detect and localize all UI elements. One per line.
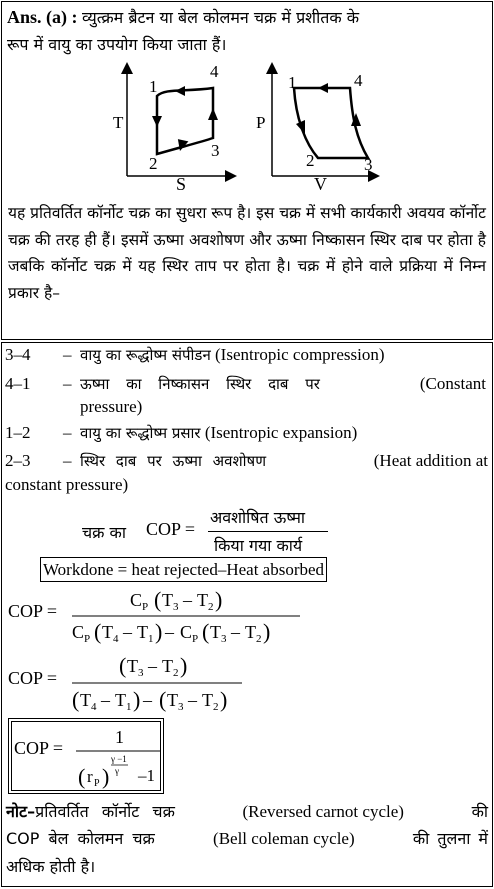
- step-description: वायु का रूद्धोष्म प्रसार (Isentropic expansion): [80, 423, 358, 442]
- svg-text:): ): [263, 619, 271, 644]
- pv-arrow-41: [318, 83, 328, 93]
- svg-text:(: (: [202, 619, 210, 644]
- answer-intro-text: व्युत्क्रम ब्रैटन या बेल कोलमन चक्र में प्रशीतक के: [82, 8, 359, 27]
- svg-text:T: T: [162, 656, 173, 676]
- svg-text:(: (: [119, 653, 127, 678]
- ts-point-3: 3: [211, 141, 220, 160]
- note-label: नोट–: [6, 802, 36, 821]
- svg-text:4: 4: [113, 633, 119, 645]
- svg-text:3: 3: [178, 701, 184, 713]
- svg-text:T: T: [197, 590, 208, 610]
- svg-text:2: 2: [213, 701, 219, 713]
- svg-text:T: T: [115, 690, 126, 710]
- step-description: स्थिर दाब पर ऊष्मा अवशोषण (Heat addition at: [80, 451, 488, 470]
- svg-text:T: T: [167, 690, 178, 710]
- svg-text:): ): [215, 587, 223, 612]
- cop-definition-numerator: अवशोषित ऊष्मा: [210, 508, 306, 527]
- fraction-bar: [208, 531, 328, 532]
- note-line3: अधिक होती है।: [6, 857, 96, 876]
- answer-label: Ans. (a) :: [7, 7, 78, 27]
- cop-definition-lhs: COP =: [146, 519, 195, 539]
- pv-point-3: 3: [364, 155, 373, 174]
- eq1-lhs: COP =: [8, 601, 57, 621]
- pv-arrow-12: [296, 120, 305, 134]
- svg-text:T: T: [127, 656, 138, 676]
- svg-text:T: T: [202, 690, 213, 710]
- svg-text:P: P: [142, 601, 149, 613]
- svg-text:C: C: [72, 622, 85, 642]
- svg-text:T: T: [210, 622, 221, 642]
- svg-text:(: (: [159, 687, 167, 712]
- ts-arrow-34: [208, 108, 218, 120]
- eq2-fraction: [68, 650, 248, 714]
- svg-text:3: 3: [221, 633, 227, 645]
- svg-text:): ): [133, 687, 141, 712]
- svg-text:(: (: [154, 587, 162, 612]
- step-description: वायु का रूद्धोष्म संपीडन (Isentropic compression): [80, 345, 385, 364]
- step-number: 1–2: [5, 423, 31, 442]
- svg-text:T: T: [80, 690, 91, 710]
- eq1-fraction: [68, 584, 304, 646]
- ts-point-4: 4: [210, 62, 219, 81]
- svg-text:P: P: [192, 633, 199, 645]
- svg-text:–: –: [188, 690, 197, 710]
- step-dash: –: [63, 374, 72, 393]
- svg-text:T: T: [102, 622, 113, 642]
- step-number: 3–4: [5, 345, 31, 364]
- svg-text:C: C: [130, 590, 143, 610]
- svg-text:2: 2: [256, 633, 262, 645]
- step-description-cont: pressure): [80, 397, 143, 416]
- svg-text:r: r: [87, 767, 93, 786]
- svg-text:γ −1: γ −1: [111, 754, 127, 764]
- pv-point-4: 4: [354, 71, 363, 90]
- answer-header-line2: रूप में वायु का उपयोग किया जाता हैं।: [7, 35, 227, 54]
- svg-text:γ: γ: [115, 766, 119, 776]
- ts-arrow-12: [152, 116, 162, 127]
- note-line2: COP बेल कोलमन चक्र (Bell coleman cycle) की तुलना में: [6, 829, 488, 848]
- svg-text:–: –: [101, 690, 110, 710]
- svg-text:4: 4: [91, 701, 97, 713]
- ts-y-label: T: [113, 113, 124, 132]
- svg-text:1: 1: [148, 633, 154, 645]
- svg-text:–: –: [143, 690, 152, 710]
- step-description-cont: constant pressure): [5, 475, 129, 494]
- svg-text:1: 1: [126, 701, 132, 713]
- step-number: 4–1: [5, 374, 31, 393]
- eq3-numerator: 1: [115, 727, 124, 747]
- svg-text:–: –: [148, 656, 157, 676]
- workdone-box: Workdone = heat rejected–Heat absorbed: [40, 557, 327, 582]
- step-number: 2–3: [5, 451, 31, 470]
- pv-x-label: V: [314, 174, 327, 194]
- pv-y-label: P: [256, 113, 266, 132]
- svg-text:(: (: [94, 619, 102, 644]
- svg-text:T: T: [137, 622, 148, 642]
- eq2-lhs: COP =: [8, 668, 57, 688]
- answer-header-line1: [7, 6, 359, 28]
- svg-text:–: –: [231, 622, 240, 642]
- ts-arrow-41: [175, 86, 185, 96]
- eq3-minus-one: –1: [138, 766, 155, 785]
- svg-text:P: P: [94, 778, 100, 789]
- svg-text:(: (: [78, 764, 86, 789]
- svg-text:2: 2: [208, 601, 214, 613]
- pv-point-1: 1: [288, 73, 297, 92]
- svg-text:P: P: [84, 633, 91, 645]
- ts-point-2: 2: [149, 154, 158, 173]
- svg-text:–: –: [123, 622, 132, 642]
- svg-text:T: T: [245, 622, 256, 642]
- svg-text:): ): [155, 619, 163, 644]
- cop-definition-lhs-hi: चक्र का: [82, 523, 126, 542]
- cop-definition-denominator: किया गया कार्य: [214, 536, 303, 555]
- note-line1: नोट–प्रतिवर्तित कॉर्नोट चक्र (Reversed carnot cycle) की: [6, 802, 488, 821]
- svg-text:C: C: [180, 622, 193, 642]
- step-dash: –: [63, 345, 72, 364]
- svg-text:–: –: [183, 590, 192, 610]
- svg-text:2: 2: [173, 667, 179, 679]
- svg-text:T: T: [162, 590, 173, 610]
- svg-text:): ): [220, 687, 228, 712]
- svg-text:3: 3: [138, 667, 144, 679]
- description-paragraph: यह प्रतिवर्तित कॉर्नोट चक्र का सुधरा रूप है। इस चक्र में सभी कार्यकारी अवयव कॉर्नोट चक्र की तरह ही हैं। इसमें ऊष्मा अवशोषण और ऊष्मा निष्कासन स्थिर दाब पर होता है जबकि कॉर्नोट चक्र में यह स्थिर ताप पर होता है। चक्र में होने वाले प्रक्रिया में निम्न प्रकार है–: [8, 204, 486, 302]
- pv-point-2: 2: [306, 151, 315, 170]
- step-description: ऊष्मा का निष्कासन स्थिर दाब पर (Constant: [80, 374, 486, 393]
- svg-text:): ): [102, 764, 110, 789]
- ts-point-1: 1: [149, 77, 158, 96]
- svg-text:): ): [180, 653, 188, 678]
- svg-text:(: (: [72, 687, 80, 712]
- svg-text:–: –: [165, 622, 174, 642]
- step-dash: –: [63, 451, 72, 470]
- ts-x-label: S: [176, 174, 187, 194]
- svg-text:3: 3: [173, 601, 179, 613]
- ts-diagram: [105, 58, 240, 198]
- step-dash: –: [63, 423, 72, 442]
- eq3-lhs: COP =: [14, 738, 63, 758]
